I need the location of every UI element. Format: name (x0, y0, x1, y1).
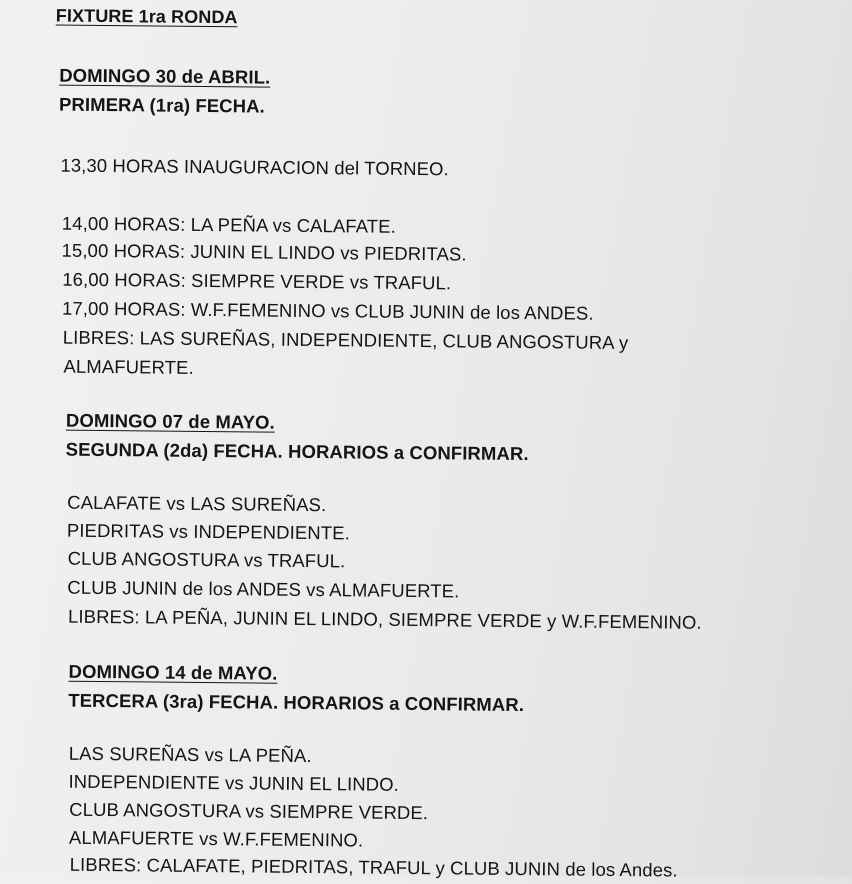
section3-match: CLUB ANGOSTURA vs SIEMPRE VERDE. (69, 798, 429, 824)
section2-match: CLUB ANGOSTURA vs TRAFUL. (67, 547, 346, 572)
section3-libres: LIBRES: CALAFATE, PIEDRITAS, TRAFUL y CLUB JUNIN de los Andes. (69, 853, 678, 881)
section3-date: DOMINGO 14 de MAYO. (68, 660, 278, 684)
section1-match: 15,00 HORAS: JUNIN EL LINDO vs PIEDRITAS. (61, 239, 467, 265)
section3-match: LAS SUREÑAS vs LA PEÑA. (68, 742, 312, 767)
section2-libres: LIBRES: LA PEÑA, JUNIN EL LINDO, SIEMPRE VERDE y W.F.FEMENINO. (67, 605, 702, 633)
section1-match: 14,00 HORAS: LA PEÑA vs CALAFATE. (61, 212, 396, 237)
section2-date: DOMINGO 07 de MAYO. (65, 409, 275, 433)
section1-match: 16,00 HORAS: SIEMPRE VERDE vs TRAFUL. (62, 268, 452, 294)
section3-match: ALMAFUERTE vs W.F.FEMENINO. (68, 826, 364, 851)
document-title: FIXTURE 1ra RONDA (55, 5, 238, 28)
section2-match: CALAFATE vs LAS SUREÑAS. (67, 491, 327, 516)
section1-date: DOMINGO 30 de ABRIL. (59, 64, 271, 88)
section1-libres: LIBRES: LAS SUREÑAS, INDEPENDIENTE, CLUB ANGOSTURA y (62, 326, 629, 354)
section3-subtitle: TERCERA (3ra) FECHA. HORARIOS a CONFIRMAR. (68, 689, 525, 716)
section1-libres-cont: ALMAFUERTE. (63, 355, 194, 378)
section1-subtitle: PRIMERA (1ra) FECHA. (58, 93, 265, 117)
section2-subtitle: SEGUNDA (2da) FECHA. HORARIOS a CONFIRMAR. (65, 438, 529, 465)
section2-match: PIEDRITAS vs INDEPENDIENTE. (66, 519, 350, 544)
section1-inauguration: 13,30 HORAS INAUGURACION del TORNEO. (60, 154, 449, 180)
section3-match: INDEPENDIENTE vs JUNIN EL LINDO. (68, 770, 400, 795)
section1-match: 17,00 HORAS: W.F.FEMENINO vs CLUB JUNIN de los ANDES. (61, 297, 594, 324)
section2-match: CLUB JUNIN de los ANDES vs ALMAFUERTE. (67, 576, 460, 602)
